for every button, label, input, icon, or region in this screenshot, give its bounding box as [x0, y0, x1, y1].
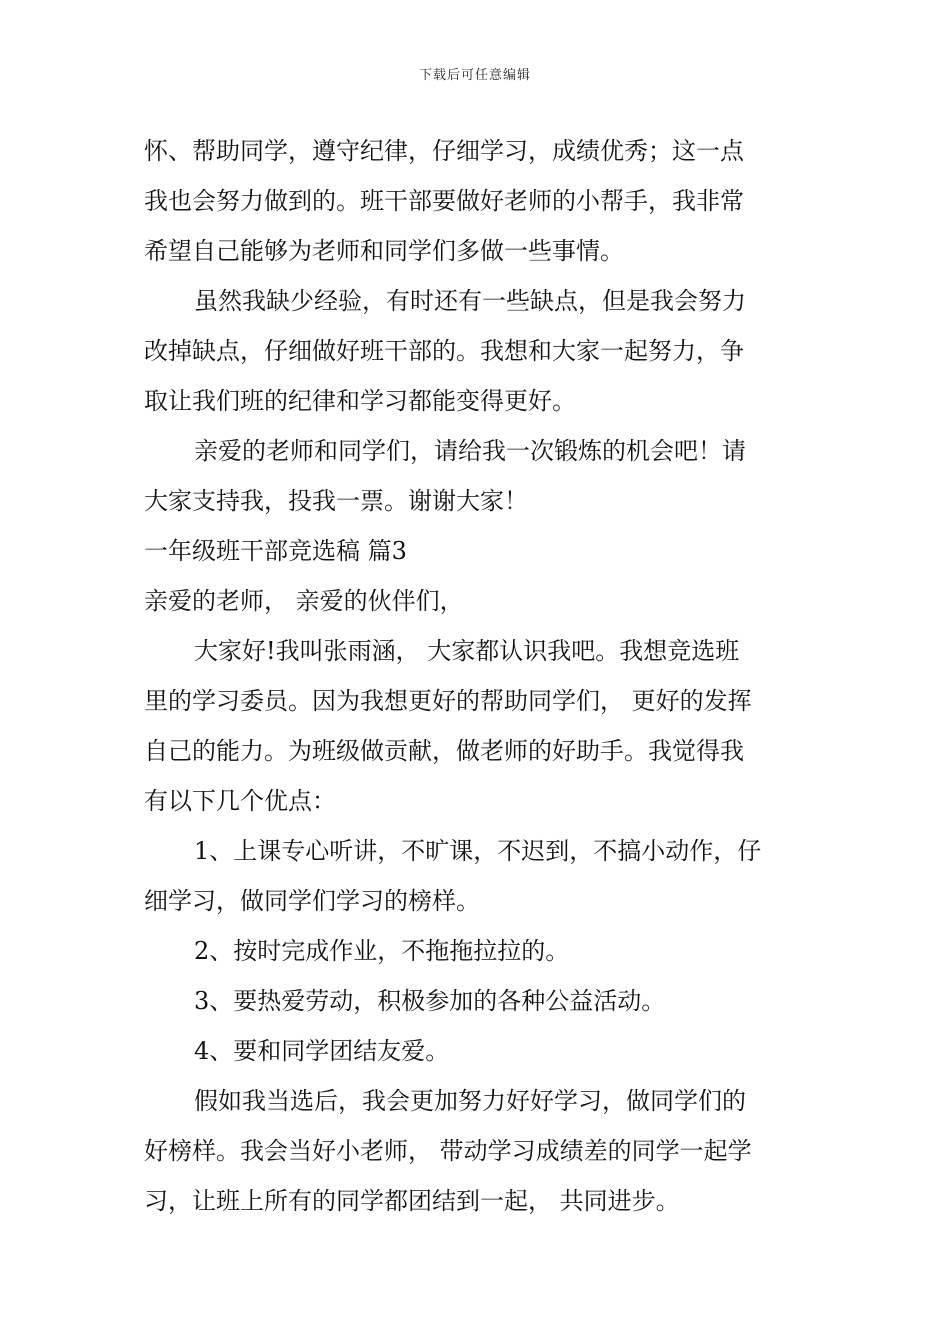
text-line: 习，让班上所有的同学都团结到一起， 共同进步。: [144, 1187, 680, 1215]
list-item: 1、上课专心听讲，不旷课，不迟到，不搞小动作，仔: [194, 837, 762, 865]
salutation: 亲爱的老师， 亲爱的伙伴们，: [144, 587, 464, 615]
text-line: 好榜样。我会当好小老师， 带动学习成绩差的同学一起学: [144, 1137, 752, 1165]
text-line: 细学习，做同学们学习的榜样。: [144, 887, 480, 915]
text-line: 大家好!我叫张雨涵， 大家都认识我吧。我想竞选班: [194, 637, 740, 665]
text-line: 大家支持我，投我一票。谢谢大家！: [144, 487, 528, 515]
document-body: [144, 126, 806, 1226]
text-line: 亲爱的老师和同学们，请给我一次锻炼的机会吧！请: [194, 437, 746, 465]
text-line: 虽然我缺少经验，有时还有一些缺点，但是我会努力: [194, 287, 746, 315]
text-line: 取让我们班的纪律和学习都能变得更好。: [144, 387, 576, 415]
list-item: 4、要和同学团结友爱。: [194, 1037, 450, 1065]
text-line: 我也会努力做到的。班干部要做好老师的小帮手，我非常: [144, 187, 744, 215]
text-line: 假如我当选后，我会更加努力好好学习，做同学们的: [194, 1087, 746, 1115]
list-item: 2、按时完成作业，不拖拖拉拉的。: [194, 937, 570, 965]
text-line: 希望自己能够为老师和同学们多做一些事情。: [144, 237, 624, 265]
text-line: 里的学习委员。因为我想更好的帮助同学们， 更好的发挥: [144, 687, 752, 715]
text-line: 怀、帮助同学，遵守纪律，仔细学习，成绩优秀；这一点: [144, 137, 744, 165]
list-item: 3、要热爱劳动，积极参加的各种公益活动。: [194, 987, 666, 1015]
text-line: 自己的能力。为班级做贡献，做老师的好助手。我觉得我: [144, 737, 744, 765]
text-line: 改掉缺点，仔细做好班干部的。我想和大家一起努力，争: [144, 337, 744, 365]
section-heading: 一年级班干部竞选稿 篇3: [144, 537, 407, 565]
text-line: 有以下几个优点：: [144, 787, 336, 815]
page-header-note: 下载后可任意编辑: [418, 68, 531, 83]
